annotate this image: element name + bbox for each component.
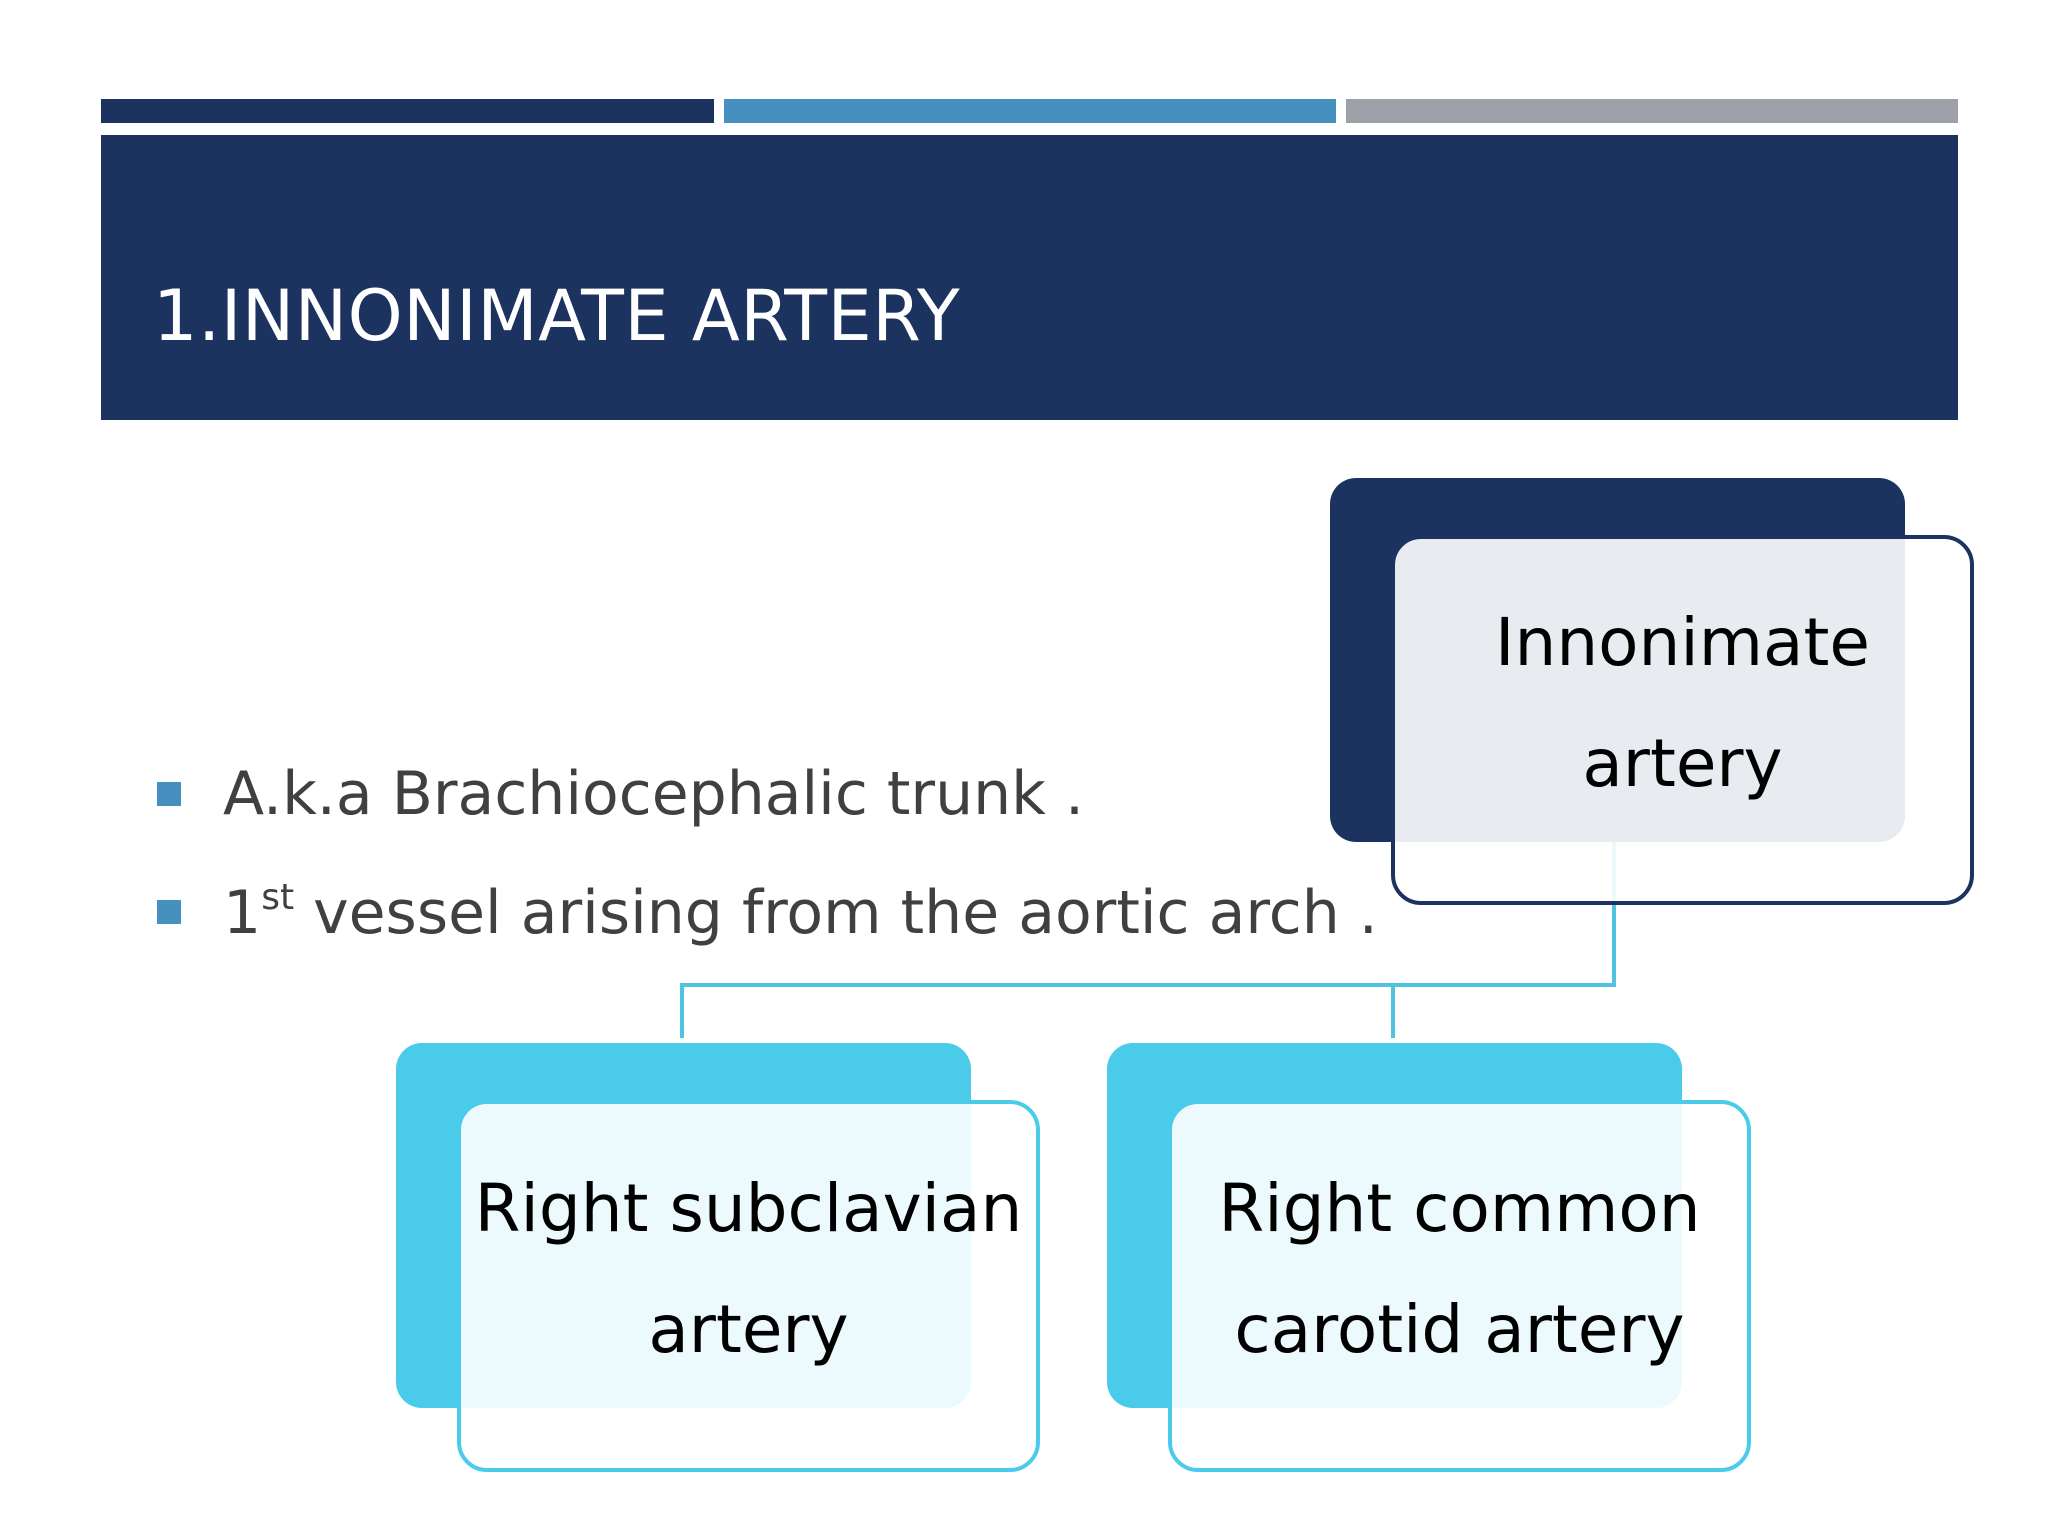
node-label-line: artery — [648, 1291, 849, 1368]
node-label-line: carotid artery — [1234, 1291, 1685, 1368]
connector-horizontal — [680, 983, 1616, 987]
header-bar-navy — [101, 99, 714, 123]
node-label-line: Innonimate — [1495, 604, 1870, 681]
header-bar-gray — [1346, 99, 1958, 123]
node-label — [457, 1148, 1040, 1390]
node-label-line: Right subclavian — [474, 1170, 1023, 1247]
connector-left-down — [680, 983, 684, 1038]
bullet-list — [155, 735, 1455, 971]
node-label-line: Right common — [1218, 1170, 1701, 1247]
bullet-text: A.k.a Brachiocephalic trunk . — [223, 759, 1085, 829]
node-label-line: artery — [1582, 725, 1783, 802]
title-band — [101, 135, 1958, 420]
header-bar-blue — [724, 99, 1336, 123]
bullet-ordinal: 1 — [223, 877, 262, 948]
square-bullet-icon — [157, 900, 181, 924]
bullet-item — [155, 735, 1455, 853]
bullet-item — [155, 853, 1455, 971]
bullet-ordinal-suffix: st — [261, 876, 295, 918]
bullet-text-rest: vessel arising from the aortic arch . — [294, 877, 1378, 948]
slide-title: 1.INNONIMATE ARTERY — [153, 275, 961, 357]
bullet-text — [223, 877, 1378, 948]
node-label — [1391, 582, 1974, 824]
node-label — [1168, 1148, 1751, 1390]
square-bullet-icon — [157, 782, 181, 806]
connector-right-down — [1391, 983, 1395, 1038]
